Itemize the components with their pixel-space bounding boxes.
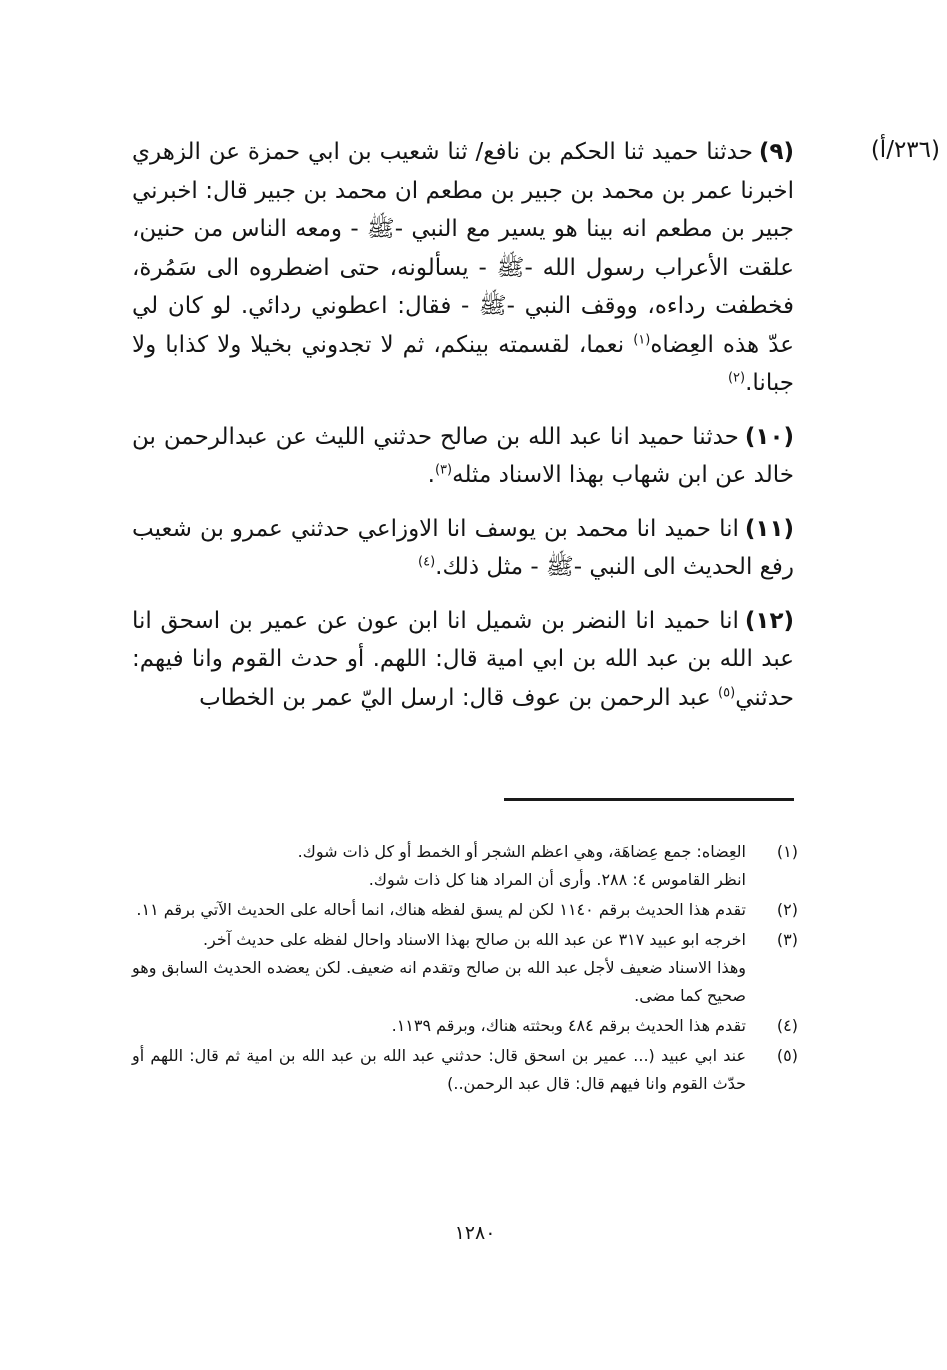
- footnote-1: [132, 838, 798, 894]
- footnote-line: تقدم هذا الحديث برقم ٤٨٤ وبحثته هناك، وبرقم ١١٣٩.: [391, 1016, 746, 1035]
- main-text: [132, 133, 794, 732]
- footnote-separator: [504, 798, 794, 801]
- footnote-line: عند ابي عبيد (... عمير بن اسحق قال: حدثني عبد الله بن عبد الله بن امية ثم قال: اللهم أو حدّث القوم وانا فيهم قال: قال عبد الرحمن..): [132, 1046, 746, 1093]
- footnote-marker: (٢): [727, 370, 746, 386]
- hadith-text: حدثنا حميد انا عبد الله بن صالح حدثني الليث عن عبدالرحمن بن خالد عن ابن شهاب بهذا الاسناد مثله: [132, 423, 794, 488]
- footnote-body: [132, 926, 746, 1010]
- hadith-text-continued: عبد الرحمن بن عوف قال: ارسل اليّ عمر بن الخطاب: [199, 684, 719, 711]
- footnote-marker: (١): [633, 331, 651, 347]
- footnote-body: [132, 838, 746, 894]
- hadith-11: [132, 510, 794, 587]
- hadith-9: [132, 133, 794, 403]
- hadith-number: (١٢): [744, 607, 794, 634]
- footnote-marker: (٣): [434, 462, 453, 478]
- footnote-number: (٣): [776, 930, 798, 949]
- page-number: ١٢٨٠: [454, 1222, 496, 1244]
- footnote-4: [132, 1012, 798, 1040]
- footnote-marker: (٤): [418, 554, 436, 570]
- footnote-2: [132, 896, 798, 924]
- footnote-number: (٥): [776, 1046, 798, 1065]
- footnote-number: (١): [776, 842, 798, 861]
- footnote-line: اخرجه ابو عبيد ٣١٧ عن عبد الله بن صالح بهذا الاسناد واحال لفظه على حديث آخر.: [202, 930, 746, 949]
- footnote-3: [132, 926, 798, 1010]
- hadith-number: (١٠): [744, 423, 794, 450]
- footnote-line: العِضاه: جمع عِضاهَة، وهي اعظم الشجر أو الخمط أو كل ذات شوك.: [297, 842, 746, 861]
- margin-folio-reference: (٢٣٦/أ): [870, 137, 940, 163]
- hadith-text: انا حميد انا النضر بن شميل انا ابن عون عن عمير بن اسحق انا عبد الله بن عبد الله بن ابي امية قال: اللهم. أو حدث القوم وانا فيهم: حدثني: [132, 607, 794, 711]
- hadith-text: انا حميد انا محمد بن يوسف انا الاوزاعي حدثني عمرو بن شعيب رفع الحديث الى النبي -ﷺ - مثل ذلك.: [132, 515, 794, 580]
- footnotes: [132, 838, 798, 1100]
- footnote-body: [132, 1042, 746, 1098]
- footnote-5: [132, 1042, 798, 1098]
- hadith-text-continued: نعما، لقسمته بينكم، ثم لا تجدوني بخيلا ولا كذابا ولا جبانا.: [132, 331, 794, 396]
- hadith-12: [132, 602, 794, 718]
- footnote-number: (٤): [776, 1016, 798, 1035]
- hadith-10: [132, 418, 794, 495]
- hadith-number: (١١): [744, 515, 794, 542]
- footnote-body: [132, 1012, 746, 1040]
- footnote-line: تقدم هذا الحديث برقم ١١٤٠ لكن لم يسق لفظه هناك، انما أحاله على الحديث الآتي برقم ١١.: [136, 900, 746, 919]
- footnote-line: انظر القاموس ٤: ٢٨٨. وأرى أن المراد هنا كل ذات شوك.: [368, 870, 746, 889]
- hadith-number: (٩): [758, 139, 794, 165]
- hadith-text-continued: .: [427, 462, 435, 488]
- footnote-line: وهذا الاسناد ضعيف لأجل عبد الله بن صالح وتقدم انه ضعيف. لكن يعضده الحديث السابق وهو صحيح كما مضى.: [132, 958, 746, 1005]
- footnote-number: (٢): [776, 900, 798, 919]
- footnote-marker: (٥): [718, 684, 736, 700]
- footnote-body: [132, 896, 746, 924]
- hadith-text: حدثنا حميد ثنا الحكم بن نافع/ ثنا شعيب بن ابي حمزة عن الزهري اخبرنا عمر بن محمد بن جبير بن مطعم ان محمد بن جبير قال: اخبرني جبير بن مطعم انه بينا هو يسير مع النبي -ﷺ - ومعه الناس من حنين، علقت الأعراب رسول الله -ﷺ - يسألونه، حتى اضطروه الى سَمُرة، فخطفت رداءه، ووقف النبي -ﷺ - فقال: اعطوني ردائي. لو كان لي عدّ هذه العِضاه: [132, 139, 794, 358]
